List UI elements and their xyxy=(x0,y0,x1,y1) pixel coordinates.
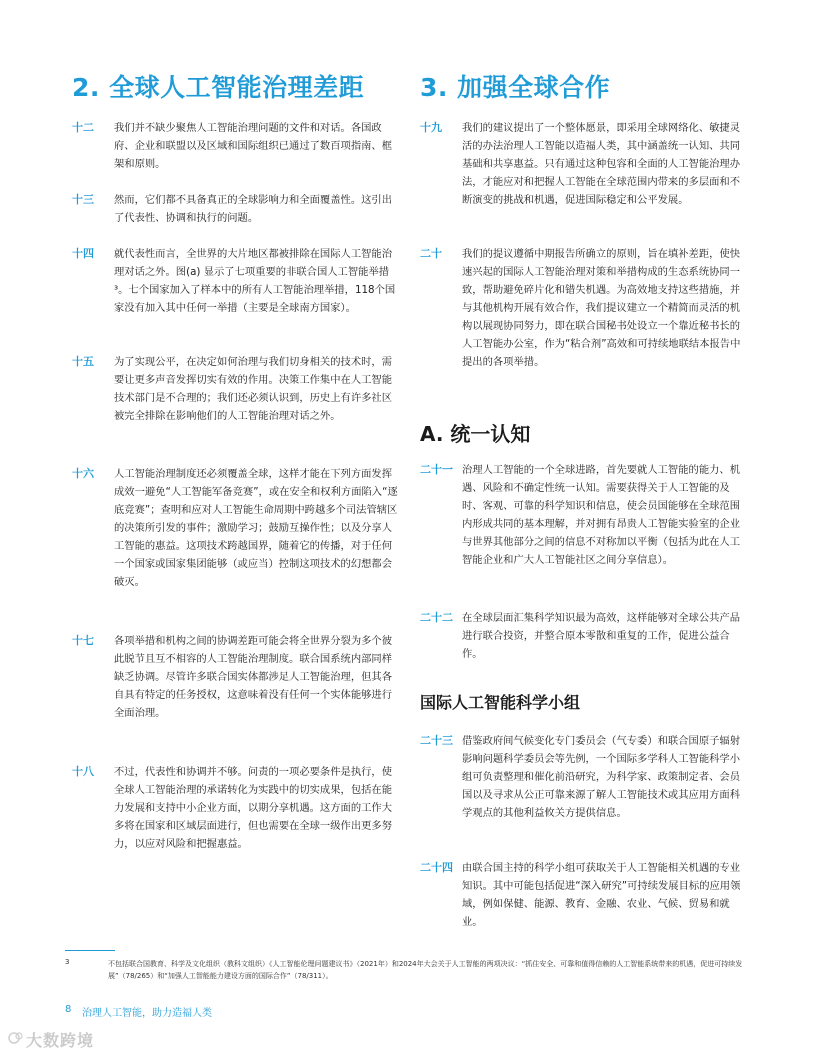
paragraph-number: 十九 xyxy=(420,121,442,134)
paragraph-text: 各项举措和机构之间的协调差距可能会将全世界分裂为多个彼此脱节且互不相容的人工智能治理制度。联合国系统内部同样缺乏协调。尽管许多联合国实体都涉足人工智能治理，但其各自具有特定的任务授权，这意味着没有任何一个实体能够进行全面治理。 xyxy=(114,635,393,719)
paragraph-number: 十四 xyxy=(72,247,94,260)
paragraph-text: 我们的建议提出了一个整体愿景，即采用全球网络化、敏捷灵活的办法治理人工智能以造福人类，其中涵盖统一认知、共同基础和共享惠益。只有通过这种包容和全面的人工智能治理办法，才能应对和把握人工智能在全球范围内带来的多层面和不断演变的挑战和机遇，促进国际稳定和公平发展。 xyxy=(462,122,741,206)
paragraph-number: 十八 xyxy=(72,765,94,778)
paragraph-text: 我们并不缺少聚焦人工智能治理问题的文件和对话。各国政府、企业和联盟以及区域和国际组织已通过了数百项指南、框架和原则。 xyxy=(114,122,393,170)
paragraph-number: 二十一 xyxy=(420,463,453,476)
watermark-logo-icon xyxy=(8,1030,24,1046)
watermark-text: 大数跨境 xyxy=(26,1031,95,1050)
paragraph-text: 然而，它们都不具备真正的全球影响力和全面覆盖性。这引出了代表性、协调和执行的问题。 xyxy=(114,194,393,224)
section-heading-3: 3. 加强全球合作 xyxy=(420,73,611,102)
paragraph-text: 由联合国主持的科学小组可获取关于人工智能相关机遇的专业知识。其中可能包括促进“深入研究”可持续发展目标的应用领域，例如保健、能源、教育、金融、农业、气候、贸易和就业。 xyxy=(462,862,741,928)
paragraph-text: 不过，代表性和协调并不够。问责的一项必要条件是执行，使全球人工智能治理的承诺转化为实践中的切实成果，包括在能力发展和支持中小企业方面，以期分享机遇。这方面的工作大多将在国家和区域层面进行，但也需要在全球一级作出更多努力，以应对风险和把握惠益。 xyxy=(114,766,393,850)
subheading-scientific-panel: 国际人工智能科学小组 xyxy=(420,693,581,712)
paragraph-text: 就代表性而言，全世界的大片地区都被排除在国际人工智能治理对话之外。图(a) 显示了七项重要的非联合国人工智能举措³。七个国家加入了样本中的所有人工智能治理举措，118个国家没有加入其中任何一举措（主要是全球南方国家）。 xyxy=(114,248,396,314)
paragraph-number: 十七 xyxy=(72,634,94,647)
paragraph-text: 我们的提议遵循中期报告所确立的原则，旨在填补差距，使快速兴起的国际人工智能治理对策和举措构成的生态系统协同一致，帮助避免碎片化和错失机遇。为高效地支持这些措施，并与其他机构开展有效合作，我们提议建立一个精简而灵活的机构以展现协同努力，即在联合国秘书处设立一个靠近秘书长的人工智能办公室，作为“粘合剂”高效和可持续地联结本报告中提出的各项举措。 xyxy=(462,248,741,368)
paragraph-number: 二十三 xyxy=(420,734,453,747)
paragraph-text: 借鉴政府间气候变化专门委员会（气专委）和联合国原子辐射影响问题科学委员会等先例，一个国际多学科人工智能科学小组可负责整理和催化前沿研究，为科学家、政策制定者、会员国以及寻求从公正可靠来源了解人工智能技术或其应用方面科学观点的其他利益攸关方提供信息。 xyxy=(462,735,741,819)
paragraph-number: 二十四 xyxy=(420,861,453,874)
subheading-common-understanding: A. 统一认知 xyxy=(420,422,531,446)
paragraph-number: 二十 xyxy=(420,247,442,260)
footnote-text: 不包括联合国教育、科学及文化组织（教科文组织）《人工智能伦理问题建议书》（2021年）和2024年大会关于人工智能的两项决议：“抓住安全、可靠和值得信赖的人工智能系统带来的机遇，促进可持续发展”（78/265）和“加强人工智能能力建设方面的国际合作”（78/311）。 xyxy=(108,960,743,980)
footnote-number: 3 xyxy=(65,958,70,966)
paragraph-text: 人工智能治理制度还必须覆盖全球，这样才能在下列方面发挥成效一避免“人工智能军备竞赛”，或在安全和权利方面陷入“逐底竞赛”；查明和应对人工智能生命周期中跨越多个司法管辖区的决策所引发的事件；激励学习；鼓励互操作性；以及分享人工智能的惠益。这项技术跨越国界，随着它的传播，对于任何一个国家或国家集团能够（或应当）控制这项技术的幻想都会破灭。 xyxy=(114,468,398,588)
paragraph-text: 在全球层面汇集科学知识最为高效，这样能够对全球公共产品进行联合投资，并整合原本零散和重复的工作，促进公益合作。 xyxy=(462,612,741,660)
footnote-divider xyxy=(65,950,115,951)
paragraph-number: 十五 xyxy=(72,355,94,368)
paragraph-number: 十三 xyxy=(72,193,94,206)
page-number: 8 xyxy=(65,1004,72,1015)
section-heading-2: 2. 全球人工智能治理差距 xyxy=(72,73,365,102)
paragraph-text: 治理人工智能的一个全球进路，首先要就人工智能的能力、机遇、风险和不确定性统一认知。需要获得关于人工智能的及时、客观、可靠的科学知识和信息，使会员国能够在全球范围内形成共同的基本理解，并对拥有昂贵人工智能实验室的企业与世界其他部分之间的信息不对称加以平衡（包括为此在人工智能企业和广大人工智能社区之间分享信息）。 xyxy=(462,464,741,566)
paragraph-number: 十二 xyxy=(72,121,94,134)
paragraph-text: 为了实现公平，在决定如何治理与我们切身相关的技术时，需要让更多声音发挥切实有效的作用。决策工作集中在人工智能技术部门是不合理的；我们还必须认识到，历史上有许多社区被完全排除在影响他们的人工智能治理对话之外。 xyxy=(114,356,393,422)
paragraph-number: 二十二 xyxy=(420,611,453,624)
running-footer-title: 治理人工智能，助力造福人类 xyxy=(82,1008,212,1019)
paragraph-number: 十六 xyxy=(72,467,94,480)
